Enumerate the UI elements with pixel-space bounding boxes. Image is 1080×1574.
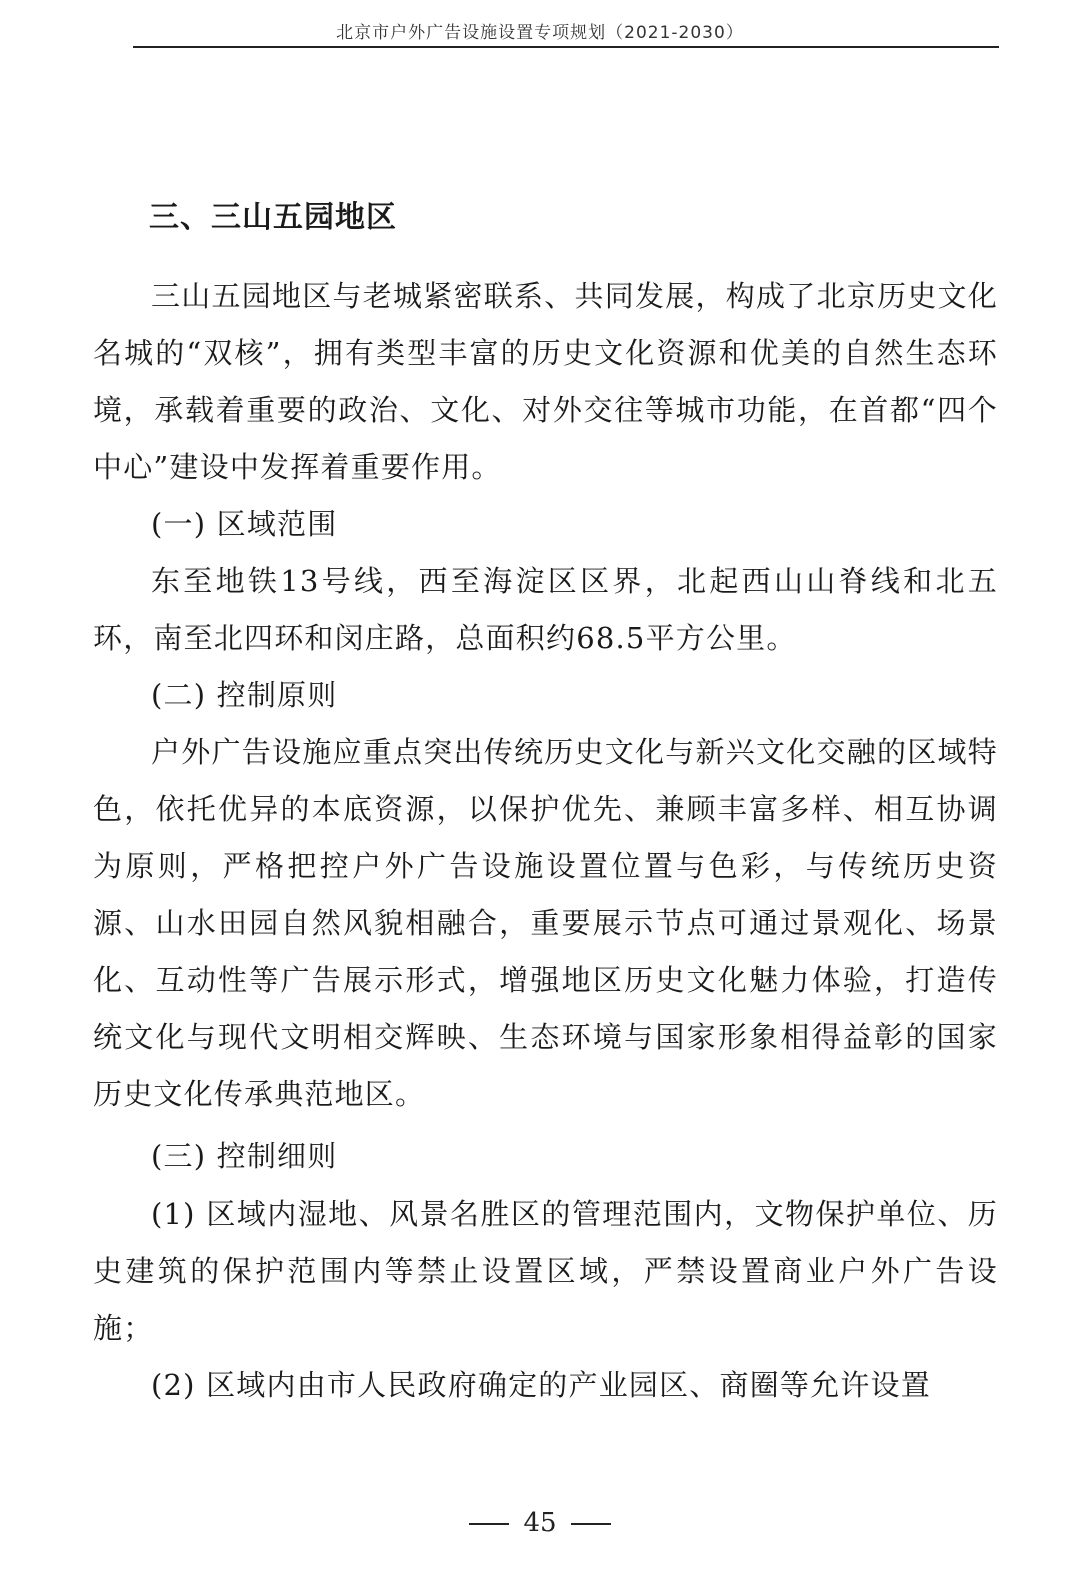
- subsection-heading-rules: (三) 控制细则: [151, 1139, 338, 1173]
- rule-item-2: (2) 区域内由市人民政府确定的产业园区、商圈等允许设置: [151, 1368, 931, 1402]
- page-number-dash-right: [571, 1523, 611, 1525]
- section-title: 三、三山五园地区: [149, 200, 397, 235]
- header-rule: [133, 46, 999, 48]
- subsection-heading-scope: (一) 区域范围: [151, 507, 338, 541]
- running-header: 北京市户外广告设施设置专项规划（2021-2030）: [336, 23, 744, 43]
- page-number-footer: [0, 1508, 1080, 1538]
- subsection-heading-principles: (二) 控制原则: [151, 678, 338, 712]
- rule-item-1: (1) 区域内湿地、风景名胜区的管理范围内，文物保护单位、历史建筑的保护范围内等禁止设置区域，严禁设置商业户外广告设施；: [93, 1197, 998, 1345]
- scope-paragraph: 东至地铁13号线，西至海淀区区界，北起西山山脊线和北五环，南至北四环和闵庄路，总面积约68.5平方公里。: [93, 564, 998, 655]
- page-number-dash-left: [469, 1523, 509, 1525]
- intro-paragraph: 三山五园地区与老城紧密联系、共同发展，构成了北京历史文化名城的“双核”，拥有类型丰富的历史文化资源和优美的自然生态环境，承载着重要的政治、文化、对外交往等城市功能，在首都“四个中心”建设中发挥着重要作用。: [93, 279, 998, 484]
- page-number: 45: [523, 1508, 557, 1538]
- principles-paragraph: 户外广告设施应重点突出传统历史文化与新兴文化交融的区域特色，依托优异的本底资源，以保护优先、兼顾丰富多样、相互协调为原则，严格把控户外广告设施设置位置与色彩，与传统历史资源、山水田园自然风貌相融合，重要展示节点可通过景观化、场景化、互动性等广告展示形式，增强地区历史文化魅力体验，打造传统文化与现代文明相交辉映、生态环境与国家形象相得益彰的国家历史文化传承典范地区。: [93, 735, 998, 1111]
